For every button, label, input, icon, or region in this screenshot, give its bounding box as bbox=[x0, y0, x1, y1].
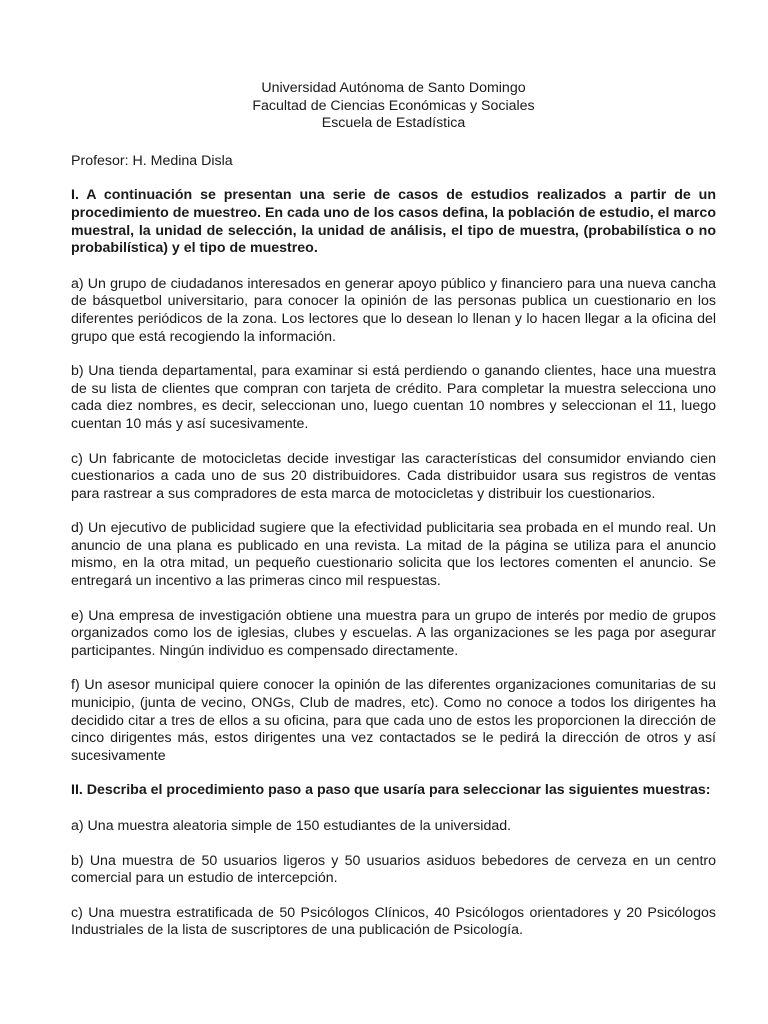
school-name: Escuela de Estadística bbox=[321, 115, 466, 132]
professor-line: Profesor: H. Medina Disla bbox=[71, 152, 233, 169]
case-c: c) Un fabricante de motocicletas decide investigar las características del consumidor enviando cien cuestionarios a cada uno de sus 20 distribuidores. Cada distribuidor usara sus registros de ventas para rastrear a sus compradores de esta marca de motocicletas y distribuir los cuestionarios. bbox=[71, 450, 716, 502]
case-f: f) Un asesor municipal quiere conocer la opinión de las diferentes organizaciones comunitarias de su municipio, (junta de vecino, ONGs, Club de madres, etc). Como no conoce a todos los dirigentes ha decidido citar a tres de ellos a su oficina, para que cada uno de estos les proporcionen la dirección de cinco dirigentes más, estos dirigentes una vez contactados se le pedirá la dirección de otros y así sucesivamente bbox=[71, 677, 716, 764]
case-a: a) Un grupo de ciudadanos interesados en generar apoyo público y financiero para una nueva cancha de básquetbol universitario, para conocer la opinión de las personas publica un cuestionario en los diferentes periódicos de la zona. Los lectores que lo desean lo llenan y lo hacen llegar a la oficina del grupo que está recogiendo la información. bbox=[71, 275, 716, 345]
document-header bbox=[71, 80, 716, 133]
section-2-instructions: II. Describa el procedimiento paso a paso que usaría para seleccionar las siguientes muestras: bbox=[71, 782, 711, 799]
section-1-instructions: I. A continuación se presentan una serie de casos de estudios realizados a partir de un procedimiento de muestreo. En cada uno de los casos defina, la población de estudio, el marco muestral, la unidad de selección, la unidad de análisis, el tipo de muestra, (probabilística o no probabilística) y el tipo de muestreo. bbox=[71, 187, 716, 257]
document-page bbox=[71, 80, 716, 940]
case-e: e) Una empresa de investigación obtiene una muestra para un grupo de interés por medio de grupos organizados como los de iglesias, clubes y escuelas. A las organizaciones se les paga por asegurar participantes. Ningún individuo es compensado directamente. bbox=[71, 607, 716, 659]
task-a: a) Una muestra aleatoria simple de 150 estudiantes de la universidad. bbox=[71, 818, 512, 834]
case-d: d) Un ejecutivo de publicidad sugiere que la efectividad publicitaria sea probada en el mundo real. Un anuncio de una plana es publicado en una revista. La mitad de la página se utiliza para el anuncio mismo, en la otra mitad, un pequeño cuestionario solicita que los lectores comenten el anuncio. Se entregará un incentivo a las primeras cinco mil respuestas. bbox=[71, 520, 716, 590]
task-c: c) Una muestra estratificada de 50 Psicólogos Clínicos, 40 Psicólogos orientadores y 20 Psicólogos Industriales de la lista de suscriptores de una publicación de Psicología. bbox=[71, 904, 716, 939]
faculty-name: Facultad de Ciencias Económicas y Sociales bbox=[252, 97, 535, 114]
case-b: b) Una tienda departamental, para examinar si está perdiendo o ganando clientes, hace una muestra de su lista de clientes que compran con tarjeta de crédito. Para completar la muestra selecciona uno cada diez nombres, es decir, seleccionan uno, luego cuentan 10 nombres y seleccionan el 11, luego cuentan 10 más y así sucesivamente. bbox=[71, 363, 716, 432]
university-name: Universidad Autónoma de Santo Domingo bbox=[261, 80, 526, 96]
task-b: b) Una muestra de 50 usuarios ligeros y 50 usuarios asiduos bebedores de cerveza en un centro comercial para un estudio de intercepción. bbox=[71, 852, 716, 887]
